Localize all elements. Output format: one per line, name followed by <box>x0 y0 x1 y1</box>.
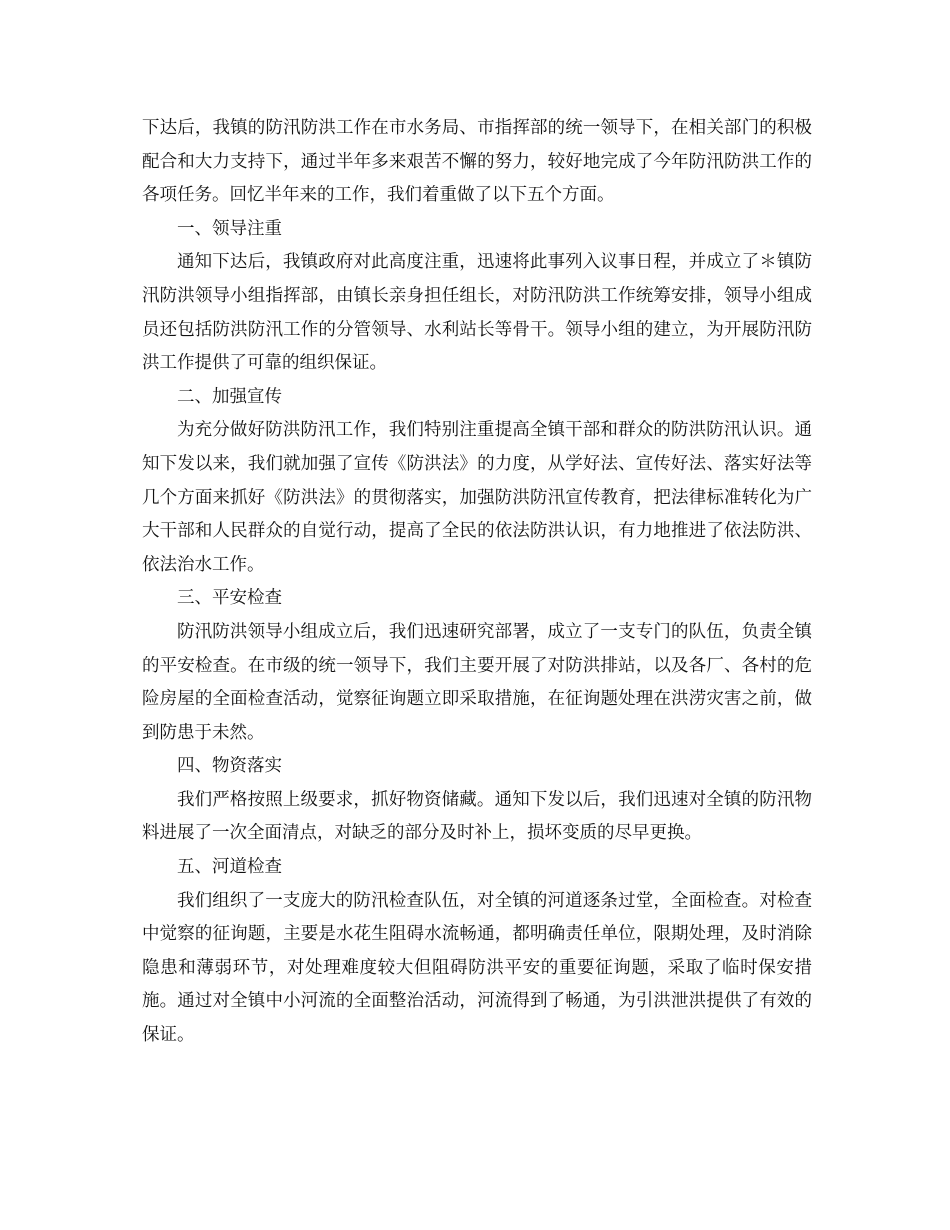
section-paragraph-4: 我们严格按照上级要求，抓好物资储藏。通知下发以后，我们迅速对全镇的防汛物料进展了一次全面清点，对缺乏的部分及时补上，损坏变质的尽早更换。 <box>142 789 812 844</box>
section-heading-4: 四、物资落实 <box>177 756 282 777</box>
section-paragraph-2: 为充分做好防洪防汛工作，我们特别注重提高全镇干部和群众的防洪防汛认识。通知下发以来，我们就加强了宣传《防洪法》的力度，从学好法、宣传好法、落实好法等几个方面来抓好《防洪法》的贯彻落实，加强防洪防汛宣传教育，把法律标准转化为广大干部和人民群众的自觉行动，提高了全民的依法防洪认识，有力地推进了依法防洪、依法治水工作。 <box>142 420 812 575</box>
document-body <box>142 112 812 1053</box>
section-paragraph-1: 通知下达后，我镇政府对此高度注重，迅速将此事列入议事日程，并成立了＊镇防汛防洪领导小组指挥部，由镇长亲身担任组长，对防汛防洪工作统筹安排，领导小组成员还包括防洪防汛工作的分管领导、水利站长等骨干。领导小组的建立，为开展防汛防洪工作提供了可靠的组织保证。 <box>142 252 812 374</box>
section-heading-3: 三、平安检查 <box>177 588 282 609</box>
section-heading-5: 五、河道检查 <box>177 857 282 878</box>
section-paragraph-5: 我们组织了一支庞大的防汛检查队伍，对全镇的河道逐条过堂，全面检查。对检查中觉察的征询题，主要是水花生阻碍水流畅通，都明确责任单位，限期处理，及时消除隐患和薄弱环节，对处理难度较大但阻碍防洪平安的重要征询题，采取了临时保安措施。通过对全镇中小河流的全面整治活动，河流得到了畅通，为引洪泄洪提供了有效的保证。 <box>142 890 812 1046</box>
section-heading-1: 一、领导注重 <box>177 218 282 239</box>
intro-paragraph: 下达后，我镇的防汛防洪工作在市水务局、市指挥部的统一领导下，在相关部门的积极配合和大力支持下，通过半年多来艰苦不懈的努力，较好地完成了今年防汛防洪工作的各项任务。回忆半年来的工作，我们着重做了以下五个方面。 <box>142 118 812 206</box>
section-heading-2: 二、加强宣传 <box>177 386 282 407</box>
section-paragraph-3: 防汛防洪领导小组成立后，我们迅速研究部署，成立了一支专门的队伍，负责全镇的平安检查。在市级的统一领导下，我们主要开展了对防洪排站，以及各厂、各村的危险房屋的全面检查活动，觉察征询题立即采取措施，在征询题处理在洪涝灾害之前，做到防患于未然。 <box>142 621 812 743</box>
